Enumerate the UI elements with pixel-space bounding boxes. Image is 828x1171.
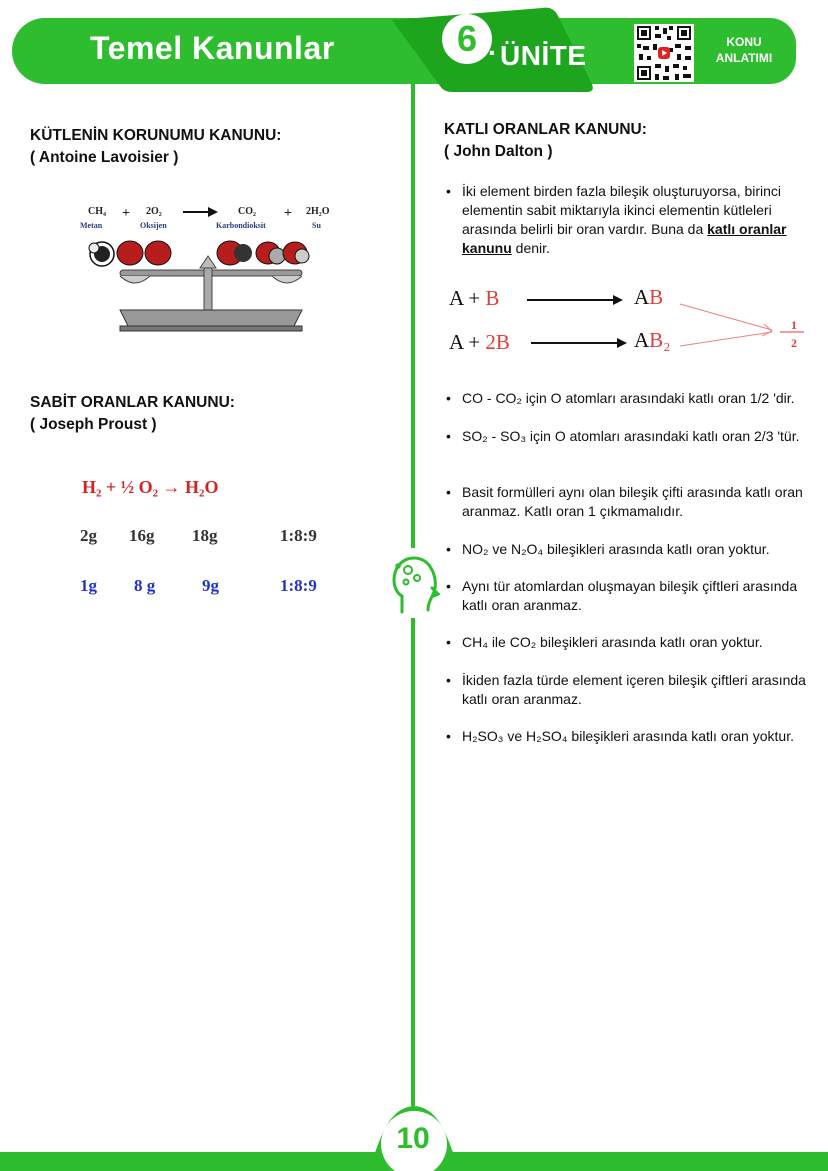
lavoisier-label: ( Antoine Lavoisier ) [30, 149, 179, 166]
product-1: AB [634, 285, 664, 309]
mass-value: 8 g [134, 576, 156, 595]
law-name-highlight: katlı oranlar kanunu [462, 221, 787, 256]
plus-sign: + [284, 206, 292, 221]
karbondioksit-label: Karbondioksit [216, 221, 266, 230]
reaction-2: A + 2B [449, 330, 510, 354]
co2-formula: CO₂ [238, 206, 256, 217]
bullet-item: • CO - CO₂ için O atomları arasındaki katlı oran 1/2 'dir. [444, 389, 816, 408]
metan-label: Metan [80, 221, 103, 230]
dalton-label: ( John Dalton ) [444, 143, 553, 160]
unit-dot: . [488, 30, 496, 61]
balance-scale-diagram [80, 198, 342, 334]
su-label: Su [312, 221, 321, 230]
thinking-head-icon [388, 548, 442, 618]
proust-label: ( Joseph Proust ) [30, 416, 157, 433]
intro-paragraph: • İki element birden fazla bileşik oluşturuyorsa, birinci elementin sabit miktarıyla ikinci elementin kütleleri arasında belirli bir oran vardır. Buna da katlı oranlar kanunu denir. [444, 182, 816, 258]
bullet-item: • NO₂ ve N₂O₄ bileşikleri arasında katlı oran yoktur. [444, 540, 816, 559]
bullet-item: • İkiden fazla türde element içeren bileşik çiftleri arasında katlı oran aranmaz. [444, 671, 816, 709]
sabit-oranlar-title: SABİT ORANLAR KANUNU: [30, 394, 235, 411]
konu-anlatimi-label: KONU ANLATIMI [715, 35, 773, 65]
page-title: Temel Kanunlar [90, 30, 335, 66]
page-number: 10 [396, 1122, 430, 1155]
oksijen-label: Oksijen [140, 221, 167, 230]
ratio-fraction: 1 2 [791, 318, 797, 350]
bullet-item: • CH₄ ile CO₂ bileşikleri arasında katlı oran yoktur. [444, 633, 816, 652]
unit-label: ÜNİTE [500, 40, 587, 71]
unit-number: 6 [442, 14, 492, 64]
bullet-item: • Basit formülleri aynı olan bileşik çifti arasında katlı oran aranmaz. Katlı oran 1 çıkmamalıdır. [444, 483, 816, 521]
kutlenin-korunumu-title: KÜTLENİN KORUNUMU KANUNU: [30, 127, 282, 144]
water-equation: H₂ + ½ O₂ → H₂O [82, 477, 219, 497]
arrow-icon [527, 292, 627, 308]
plus-sign: + [122, 206, 130, 221]
qr-code-icon[interactable] [634, 24, 694, 82]
arrow-icon [531, 335, 631, 351]
ratio-value: 1:8:9 [280, 576, 317, 595]
reaction-1: A + B [449, 286, 500, 310]
ratio-value: 1:8:9 [280, 526, 317, 545]
h2o-formula: 2H₂O [306, 206, 330, 217]
mass-value: 16g [129, 526, 155, 545]
bullet-item: • SO₂ - SO₃ için O atomları arasındaki katlı oran 2/3 'tür. [444, 427, 816, 446]
o2-formula: 2O₂ [146, 206, 162, 217]
mass-value: 1g [80, 576, 97, 595]
bullet-item: • H₂SO₃ ve H₂SO₄ bileşikleri arasında katlı oran yoktur. [444, 727, 816, 746]
bullet-item: • Aynı tür atomlardan oluşmayan bileşik çiftleri arasında katlı oran aranmaz. [444, 577, 816, 615]
mass-value: 18g [192, 526, 218, 545]
ch4-formula: CH₄ [88, 206, 106, 217]
product-2: AB₂ [634, 328, 671, 352]
mass-value: 9g [202, 576, 219, 595]
mass-value: 2g [80, 526, 97, 545]
katli-oranlar-title: KATLI ORANLAR KANUNU: [444, 121, 647, 138]
